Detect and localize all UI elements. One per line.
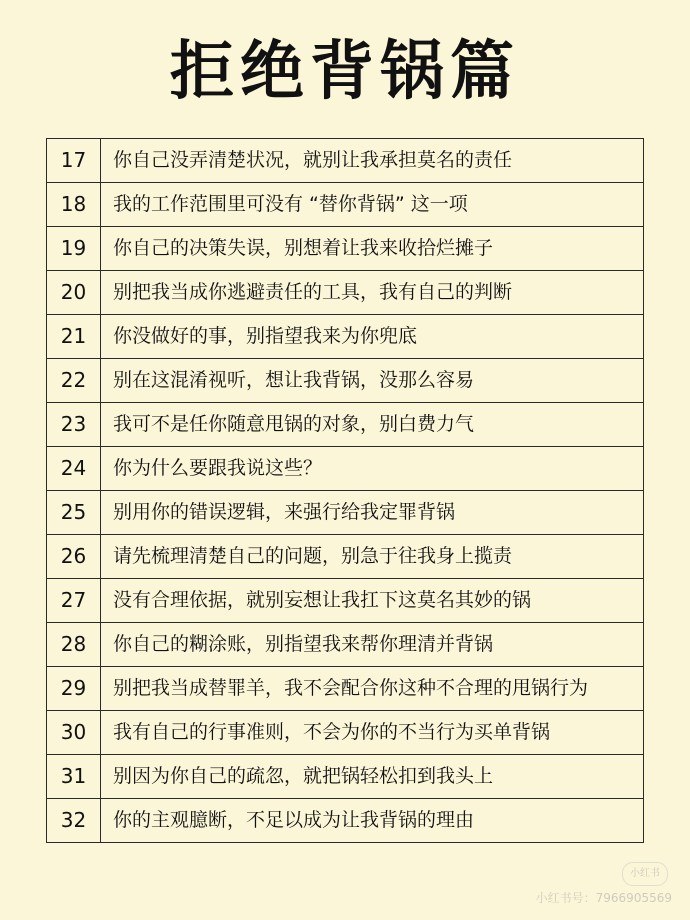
table-row (47, 711, 644, 755)
row-phrase: 你自己的决策失误，别想着让我来收拾烂摊子 (101, 227, 644, 271)
row-number: 32 (47, 799, 101, 843)
row-number: 19 (47, 227, 101, 271)
row-phrase: 你为什么要跟我说这些？ (101, 447, 644, 491)
phrase-table-body (47, 139, 644, 843)
table-row (47, 579, 644, 623)
table-row (47, 139, 644, 183)
row-phrase: 别在这混淆视听，想让我背锅，没那么容易 (101, 359, 644, 403)
watermark-logo: 小红书 (622, 862, 668, 886)
row-phrase: 没有合理依据，就别妄想让我扛下这莫名其妙的锅 (101, 579, 644, 623)
row-number: 21 (47, 315, 101, 359)
table-row (47, 227, 644, 271)
row-phrase: 你自己的糊涂账，别指望我来帮你理清并背锅 (101, 623, 644, 667)
table-row (47, 491, 644, 535)
table-row (47, 359, 644, 403)
row-phrase: 别把我当成替罪羊，我不会配合你这种不合理的甩锅行为 (101, 667, 644, 711)
row-phrase: 别用你的错误逻辑，来强行给我定罪背锅 (101, 491, 644, 535)
table-row (47, 447, 644, 491)
row-number: 20 (47, 271, 101, 315)
row-number: 23 (47, 403, 101, 447)
table-row (47, 667, 644, 711)
row-number: 18 (47, 183, 101, 227)
row-phrase: 请先梳理清楚自己的问题，别急于往我身上揽责 (101, 535, 644, 579)
row-phrase: 我可不是任你随意甩锅的对象，别白费力气 (101, 403, 644, 447)
watermark-id: 小红书号：7966905569 (535, 891, 672, 905)
row-phrase: 你没做好的事，别指望我来为你兜底 (101, 315, 644, 359)
row-number: 17 (47, 139, 101, 183)
table-row (47, 799, 644, 843)
table-row (47, 271, 644, 315)
table-row (47, 755, 644, 799)
table-row (47, 315, 644, 359)
row-number: 26 (47, 535, 101, 579)
row-phrase: 别把我当成你逃避责任的工具，我有自己的判断 (101, 271, 644, 315)
row-phrase: 我的工作范围里可没有 “替你背锅” 这一项 (101, 183, 644, 227)
table-row (47, 403, 644, 447)
row-phrase: 你的主观臆断，不足以成为让我背锅的理由 (101, 799, 644, 843)
row-number: 25 (47, 491, 101, 535)
row-phrase: 我有自己的行事准则，不会为你的不当行为买单背锅 (101, 711, 644, 755)
row-number: 27 (47, 579, 101, 623)
table-row (47, 183, 644, 227)
row-phrase: 你自己没弄清楚状况，就别让我承担莫名的责任 (101, 139, 644, 183)
table-row (47, 623, 644, 667)
phrase-table (46, 138, 644, 843)
row-number: 28 (47, 623, 101, 667)
table-row (47, 535, 644, 579)
row-number: 31 (47, 755, 101, 799)
row-number: 22 (47, 359, 101, 403)
row-number: 30 (47, 711, 101, 755)
row-number: 24 (47, 447, 101, 491)
row-phrase: 别因为你自己的疏忽，就把锅轻松扣到我头上 (101, 755, 644, 799)
page-title: 拒绝背锅篇 (170, 35, 520, 109)
row-number: 29 (47, 667, 101, 711)
